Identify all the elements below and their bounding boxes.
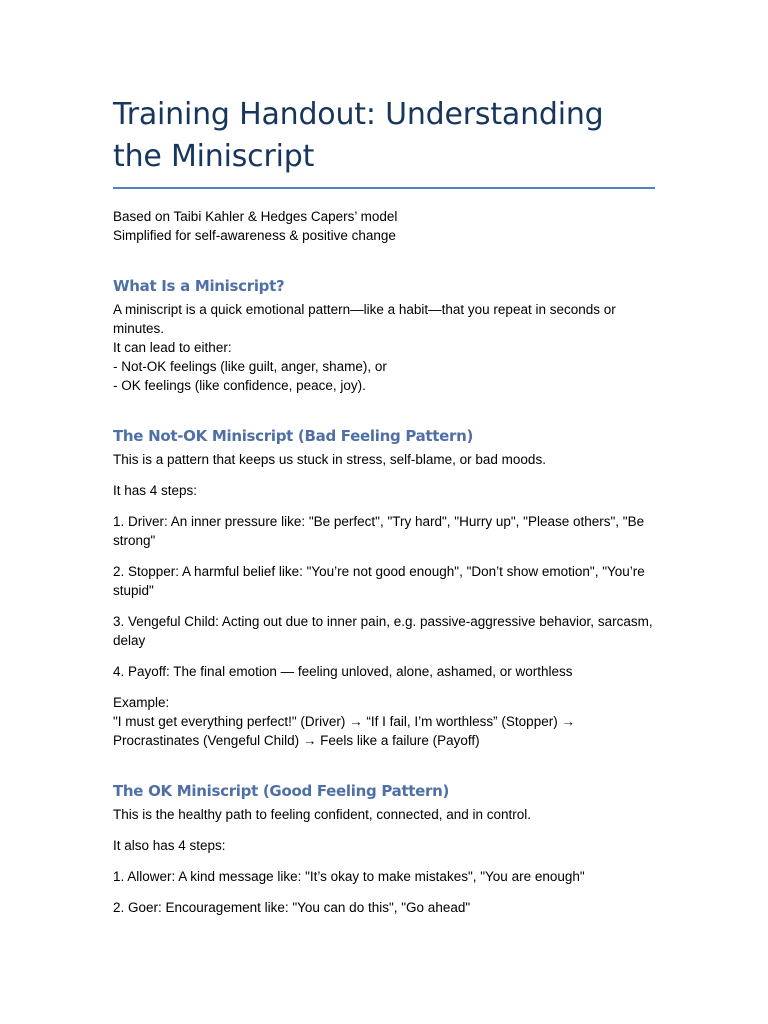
step-stopper: 2. Stopper: A harmful belief like: "You’re not good enough", "Don’t show emotion", "You’re stupid" (113, 564, 645, 598)
page-title: Training Handout: Understanding the Miniscript (113, 97, 604, 174)
step-goer: 2. Goer: Encouragement like: "You can do this", "Go ahead" (113, 900, 471, 915)
step-allower: 1. Allower: A kind message like: "It’s okay to make mistakes", "You are enough" (113, 869, 585, 884)
title-underline (113, 187, 655, 189)
step-payoff: 4. Payoff: The final emotion — feeling unloved, alone, ashamed, or worthless (113, 664, 573, 679)
section-paragraph: This is a pattern that keeps us stuck in stress, self-blame, or bad moods. (113, 452, 546, 467)
example-paragraph: Example: "I must get everything perfect!" (Driver) → “If I fail, I’m worthless” (Stopper) → Procrastinates (Vengeful Child) → Feels like a failure (Payoff) (113, 695, 575, 748)
section-heading-ok: The OK Miniscript (Good Feeling Pattern) (113, 782, 450, 800)
step-vengeful-child: 3. Vengeful Child: Acting out due to inner pain, e.g. passive-aggressive behavior, sarcasm, delay (113, 614, 653, 648)
subtitle-line-1: Based on Taibi Kahler & Hedges Capers’ model (113, 209, 398, 224)
section-paragraph: It has 4 steps: (113, 483, 198, 498)
section-paragraph: A miniscript is a quick emotional pattern—like a habit—that you repeat in seconds or minutes. It can lead to either: - Not-OK feelings (like guilt, anger, shame), or - OK feelings (like confidence, peace, joy). (113, 302, 616, 393)
step-driver: 1. Driver: An inner pressure like: "Be perfect", "Try hard", "Hurry up", "Please others", "Be strong" (113, 514, 645, 548)
subtitle-line-2: Simplified for self-awareness & positive change (113, 228, 396, 243)
section-paragraph: This is the healthy path to feeling confident, connected, and in control. (113, 807, 532, 822)
section-heading-what-is: What Is a Miniscript? (113, 277, 285, 295)
section-paragraph: It also has 4 steps: (113, 838, 226, 853)
section-heading-not-ok: The Not-OK Miniscript (Bad Feeling Pattern) (113, 427, 474, 445)
